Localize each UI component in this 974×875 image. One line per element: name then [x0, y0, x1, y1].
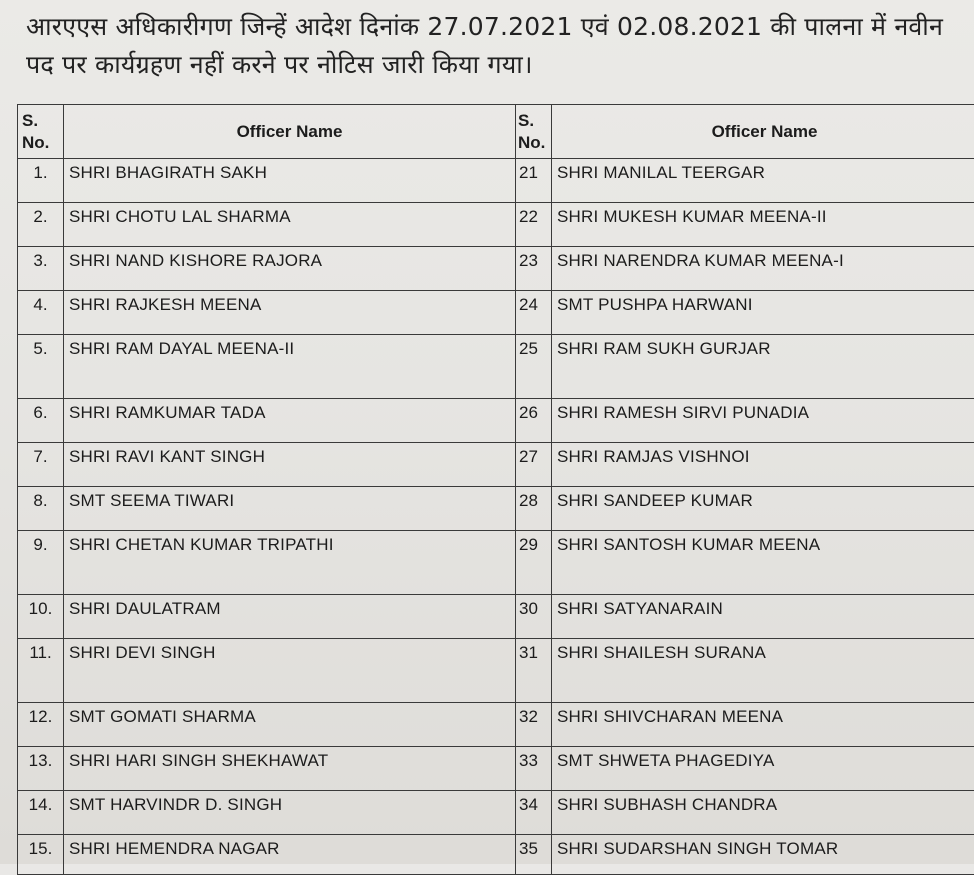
officer-table: [17, 104, 974, 875]
table-row: [18, 595, 974, 639]
right-officer-name: SMT PUSHPA HARWANI: [552, 291, 974, 335]
right-officer-name: SMT SHWETA PHAGEDIYA: [552, 747, 974, 791]
left-officer-name: SHRI CHOTU LAL SHARMA: [64, 203, 516, 247]
table-row: [18, 443, 974, 487]
right-officer-name: SHRI SUDARSHAN SINGH TOMAR: [552, 835, 974, 875]
left-officer-name: SHRI RAMKUMAR TADA: [64, 399, 516, 443]
table-row: [18, 487, 974, 531]
table-row: [18, 703, 974, 747]
right-serial-number: 35: [516, 835, 552, 875]
table-row: [18, 791, 974, 835]
right-officer-name: SHRI RAMJAS VISHNOI: [552, 443, 974, 487]
left-serial-number: 5.: [18, 335, 64, 399]
left-officer-name: SHRI RAJKESH MEENA: [64, 291, 516, 335]
left-sno-header: [18, 105, 64, 159]
left-officer-name: SMT HARVINDR D. SINGH: [64, 791, 516, 835]
right-serial-number: 22: [516, 203, 552, 247]
left-officer-name: SHRI DAULATRAM: [64, 595, 516, 639]
table-row: [18, 291, 974, 335]
right-officer-name: SHRI RAMESH SIRVI PUNADIA: [552, 399, 974, 443]
table-row: [18, 247, 974, 291]
notice-heading: [26, 8, 956, 84]
right-serial-number: 34: [516, 791, 552, 835]
table-row: [18, 639, 974, 703]
left-officer-name: SHRI CHETAN KUMAR TRIPATHI: [64, 531, 516, 595]
right-sno-header: [516, 105, 552, 159]
right-serial-number: 24: [516, 291, 552, 335]
right-serial-number: 23: [516, 247, 552, 291]
left-serial-number: 7.: [18, 443, 64, 487]
sno-header-line-2: No.: [518, 132, 551, 154]
right-serial-number: 25: [516, 335, 552, 399]
left-officer-name: SHRI RAVI KANT SINGH: [64, 443, 516, 487]
right-officer-name: SHRI SATYANARAIN: [552, 595, 974, 639]
right-serial-number: 29: [516, 531, 552, 595]
right-officer-name: SHRI SHIVCHARAN MEENA: [552, 703, 974, 747]
left-serial-number: 10.: [18, 595, 64, 639]
heading-line-1: आरएएस अधिकारीगण जिन्हें आदेश दिनांक 27.07.2021 एवं 02.08.2021 की पालना में नवीन: [26, 8, 956, 46]
table-row: [18, 335, 974, 399]
left-serial-number: 15.: [18, 835, 64, 875]
heading-line-2: पद पर कार्यग्रहण नहीं करने पर नोटिस जारी किया गया।: [26, 46, 956, 84]
right-serial-number: 27: [516, 443, 552, 487]
left-officer-name-header: Officer Name: [64, 105, 516, 159]
left-officer-name: SHRI HEMENDRA NAGAR: [64, 835, 516, 875]
left-serial-number: 11.: [18, 639, 64, 703]
right-officer-name: SHRI RAM SUKH GURJAR: [552, 335, 974, 399]
left-officer-name: SHRI RAM DAYAL MEENA-II: [64, 335, 516, 399]
left-officer-name: SHRI HARI SINGH SHEKHAWAT: [64, 747, 516, 791]
left-serial-number: 8.: [18, 487, 64, 531]
table-header-row: [18, 105, 974, 159]
left-serial-number: 2.: [18, 203, 64, 247]
sno-header-line-2: No.: [22, 132, 63, 154]
right-serial-number: 33: [516, 747, 552, 791]
left-serial-number: 1.: [18, 159, 64, 203]
right-officer-name: SHRI SHAILESH SURANA: [552, 639, 974, 703]
sno-header-line-1: S.: [22, 110, 63, 132]
right-serial-number: 28: [516, 487, 552, 531]
left-serial-number: 4.: [18, 291, 64, 335]
table-row: [18, 399, 974, 443]
table-row: [18, 203, 974, 247]
right-serial-number: 26: [516, 399, 552, 443]
left-serial-number: 6.: [18, 399, 64, 443]
left-officer-name: SHRI NAND KISHORE RAJORA: [64, 247, 516, 291]
right-officer-name: SHRI NARENDRA KUMAR MEENA-I: [552, 247, 974, 291]
table-row: [18, 159, 974, 203]
table-row: [18, 747, 974, 791]
right-officer-name: SHRI SUBHASH CHANDRA: [552, 791, 974, 835]
left-serial-number: 3.: [18, 247, 64, 291]
right-serial-number: 21: [516, 159, 552, 203]
right-serial-number: 31: [516, 639, 552, 703]
left-serial-number: 14.: [18, 791, 64, 835]
right-serial-number: 32: [516, 703, 552, 747]
left-officer-name: SHRI BHAGIRATH SAKH: [64, 159, 516, 203]
right-officer-name: SHRI SANTOSH KUMAR MEENA: [552, 531, 974, 595]
left-serial-number: 9.: [18, 531, 64, 595]
sno-header-line-1: S.: [518, 110, 551, 132]
left-officer-name: SMT GOMATI SHARMA: [64, 703, 516, 747]
left-serial-number: 13.: [18, 747, 64, 791]
right-serial-number: 30: [516, 595, 552, 639]
left-officer-name: SHRI DEVI SINGH: [64, 639, 516, 703]
right-officer-name: SHRI SANDEEP KUMAR: [552, 487, 974, 531]
table-row: [18, 531, 974, 595]
left-serial-number: 12.: [18, 703, 64, 747]
right-officer-name: SHRI MUKESH KUMAR MEENA-II: [552, 203, 974, 247]
table-row: [18, 835, 974, 875]
left-officer-name: SMT SEEMA TIWARI: [64, 487, 516, 531]
right-officer-name-header: Officer Name: [552, 105, 974, 159]
right-officer-name: SHRI MANILAL TEERGAR: [552, 159, 974, 203]
